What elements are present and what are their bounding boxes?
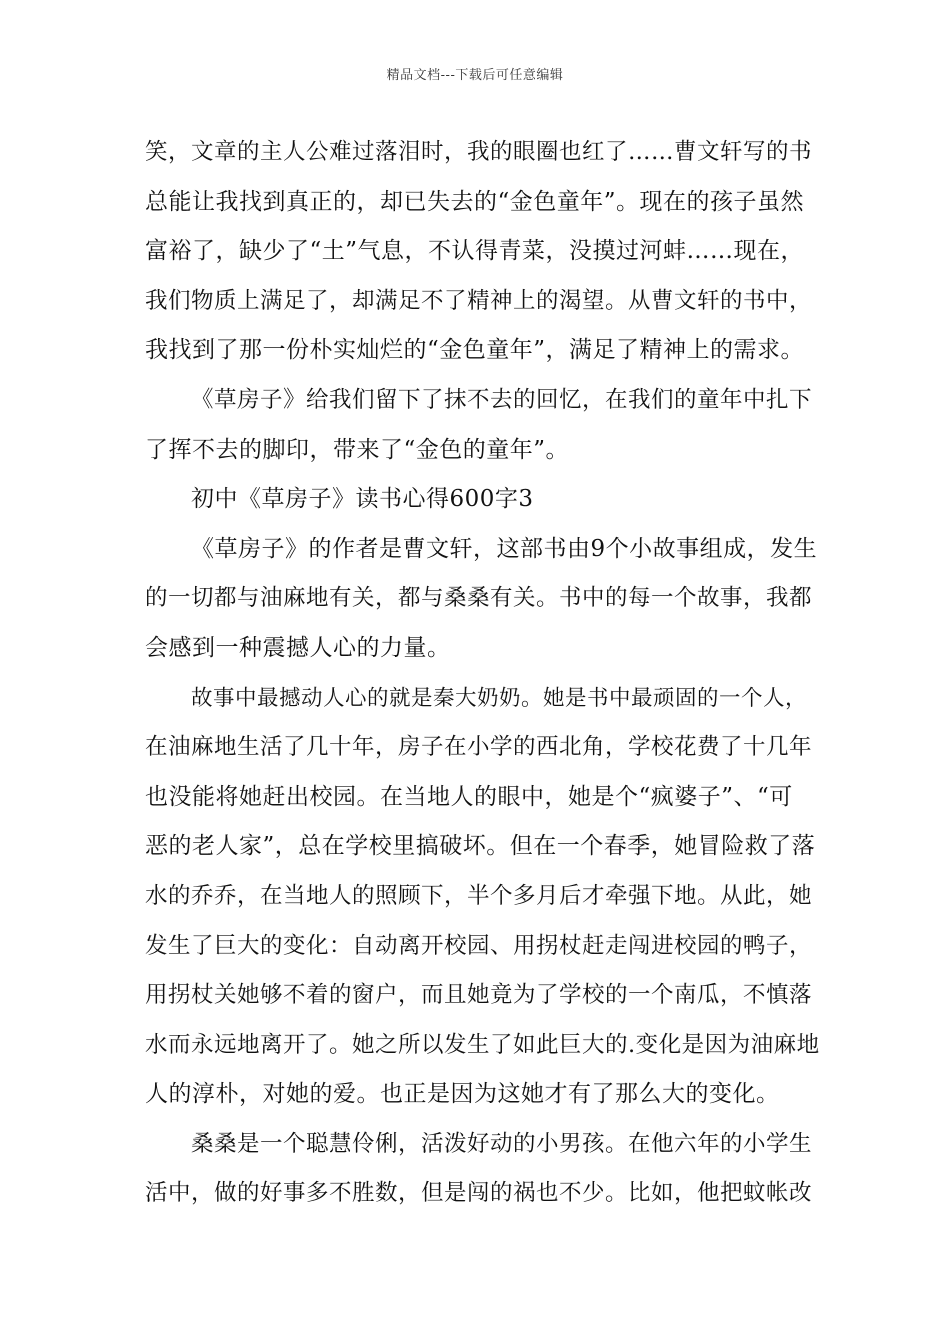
text-line: 水的乔乔，在当地人的照顾下，半个多月后才牵强下地。从此，她 — [145, 882, 813, 909]
text-line: 总能让我找到真正的，却已失去的“金色童年”。现在的孩子虽然 — [145, 188, 805, 215]
text-line: 故事中最撼动人心的就是秦大奶奶。她是书中最顽固的一个人， — [191, 685, 808, 711]
text-line: 了挥不去的脚印，带来了“金色的童年”。 — [145, 436, 570, 463]
text-line: 用拐杖关她够不着的窗户，而且她竟为了学校的一个南瓜，不慎落 — [145, 982, 813, 1009]
text-line: 也没能将她赶出校园。在当地人的眼中，她是个“疯婆子”、“可 — [145, 783, 793, 810]
text-line: 富裕了，缺少了“土”气息，不认得青菜，没摸过河蚌……现在， — [145, 238, 805, 265]
text-line: 会感到一种震撼人心的力量。 — [145, 634, 451, 661]
text-line: 在油麻地生活了几十年，房子在小学的西北角，学校花费了十几年 — [145, 734, 813, 761]
text-line: 笑，文章的主人公难过落泪时，我的眼圈也红了……曹文轩写的书 — [145, 139, 813, 165]
text-line: 我找到了那一份朴实灿烂的“金色童年”，满足了精神上的需求。 — [145, 337, 805, 364]
document-body — [145, 128, 820, 1219]
text-line: 初中《草房子》读书心得600字3 — [191, 486, 534, 513]
text-line: 《草房子》的作者是曹文轩，这部书由9个小故事组成，发生 — [191, 535, 818, 562]
text-line: 桑桑是一个聪慧伶俐，活泼好动的小男孩。在他六年的小学生 — [191, 1130, 813, 1157]
text-line: 人的淳朴，对她的爱。也正是因为这她才有了那么大的变化。 — [145, 1081, 780, 1108]
text-line: 恶的老人家”，总在学校里搞破坏。但在一个春季，她冒险救了落 — [145, 833, 816, 860]
page-header: 精品文档---下载后可任意编辑 — [386, 68, 564, 83]
text-line: 的一切都与油麻地有关，都与桑桑有关。书中的每一个故事，我都 — [145, 585, 813, 612]
text-line: 水而永远地离开了。她之所以发生了如此巨大的.变化是因为油麻地 — [145, 1031, 820, 1058]
text-line: 我们物质上满足了，却满足不了精神上的渴望。从曹文轩的书中， — [145, 287, 813, 314]
text-line: 发生了巨大的变化：自动离开校园、用拐杖赶走闯进校园的鸭子， — [145, 932, 813, 959]
text-line: 活中，做的好事多不胜数，但是闯的祸也不少。比如，他把蚊帐改 — [145, 1180, 813, 1207]
text-line: 《草房子》给我们留下了抹不去的回忆，在我们的童年中扎下 — [191, 386, 813, 413]
